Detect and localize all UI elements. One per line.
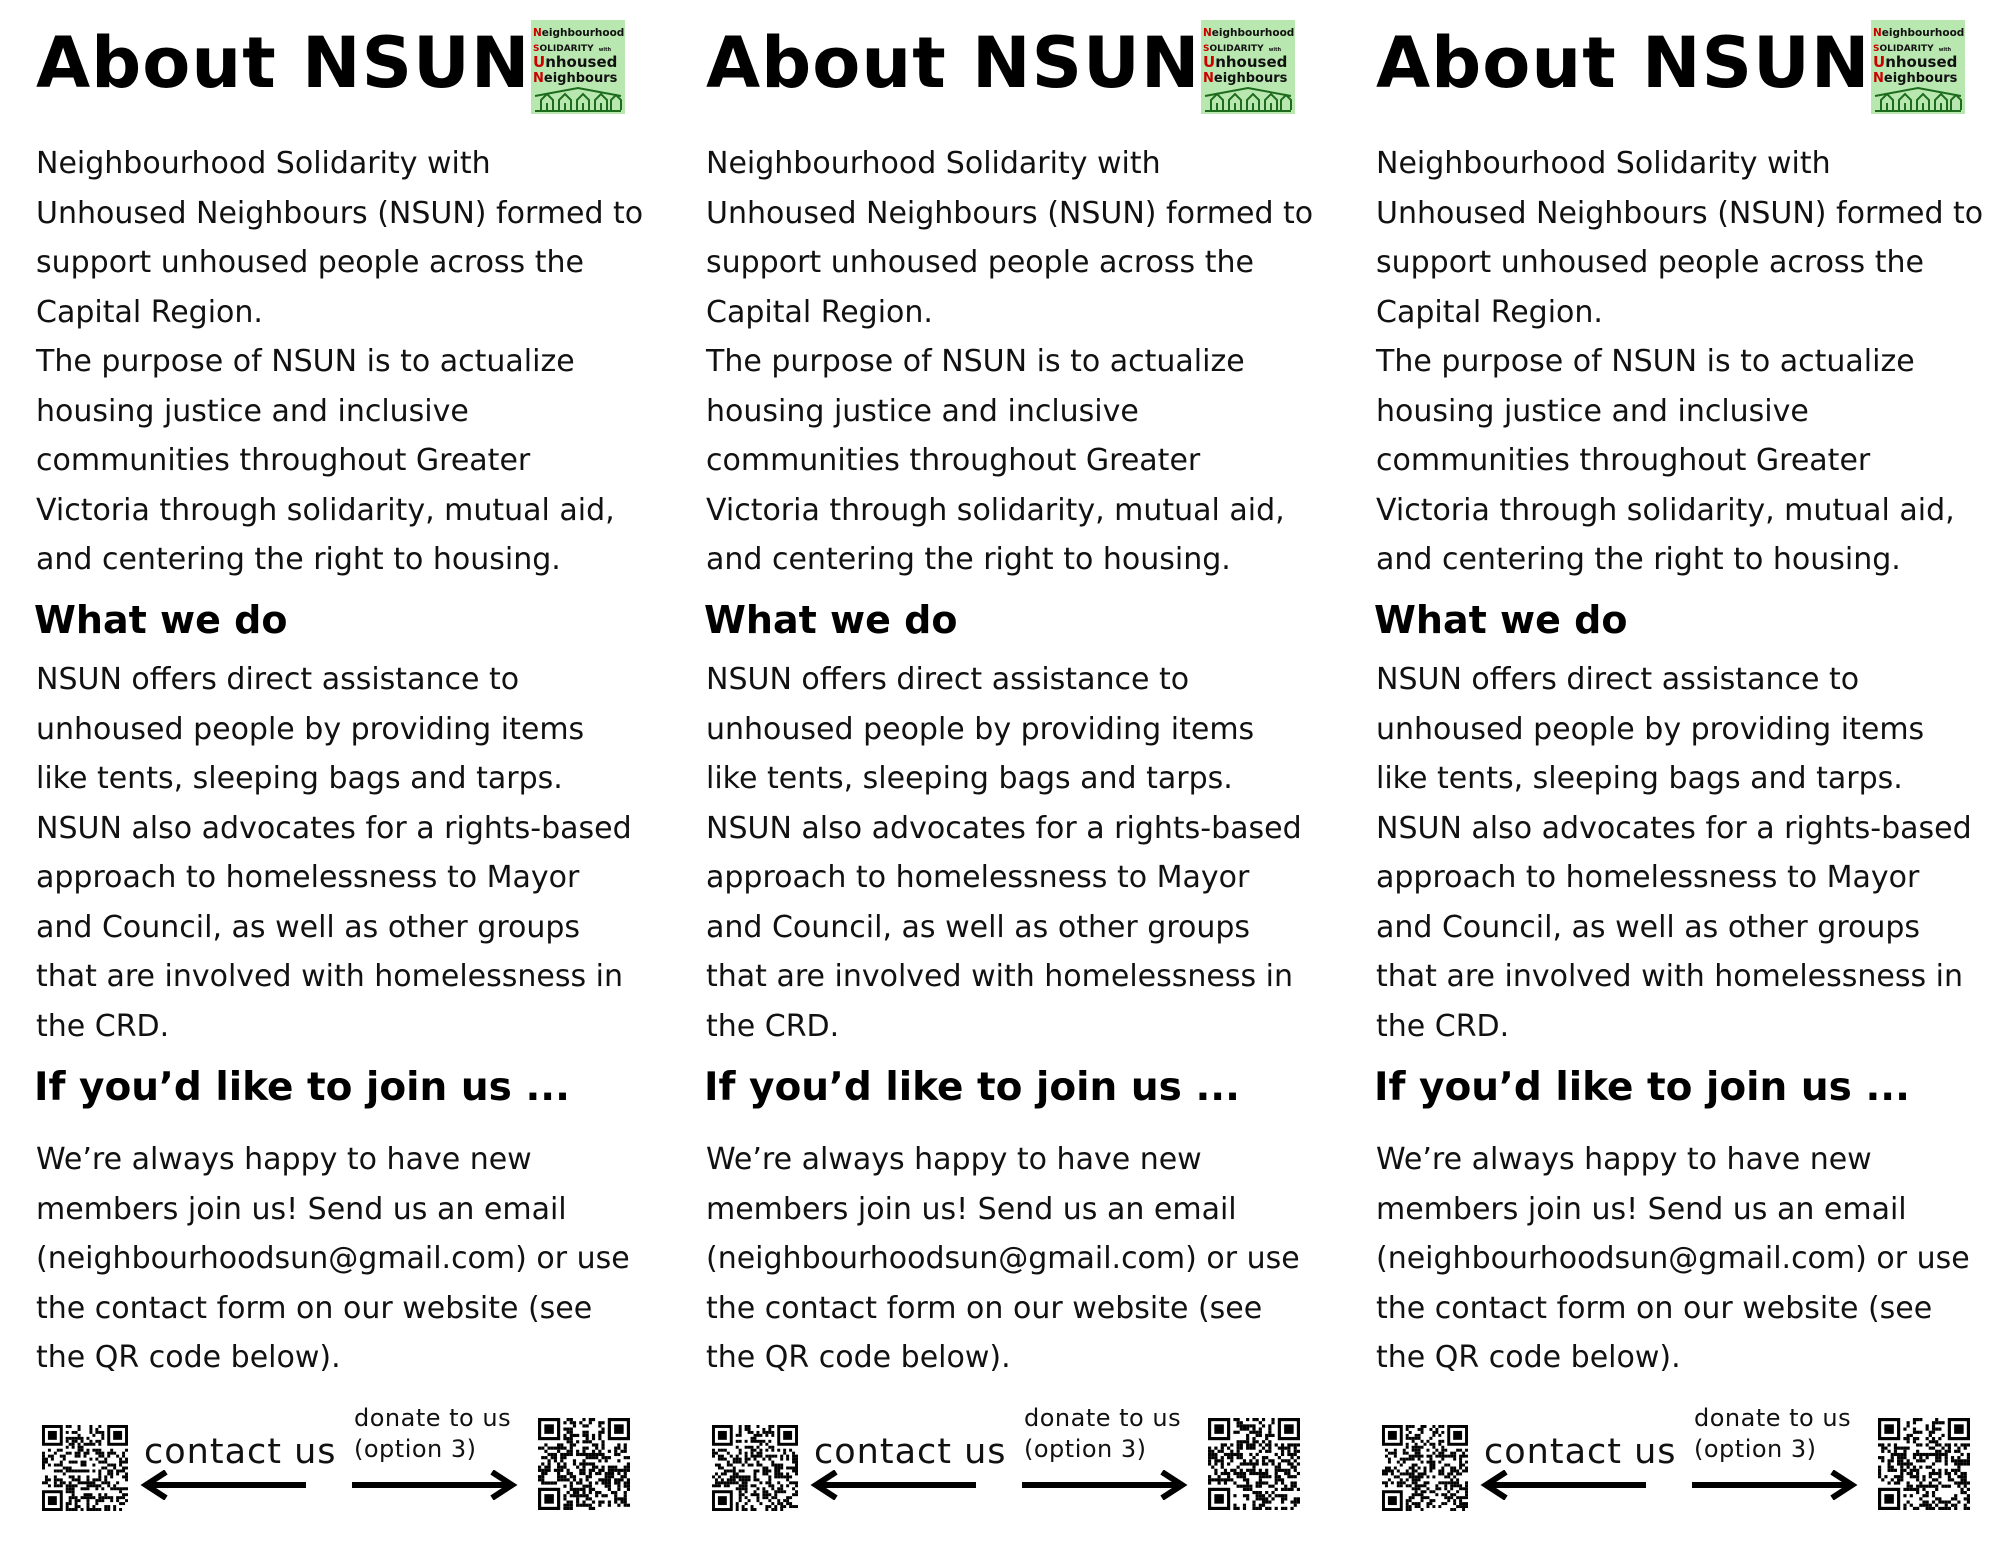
paragraph-line: Neighbourhood Solidarity with <box>36 146 491 181</box>
logo-line4-rest: eighbours <box>543 71 618 86</box>
logo-letter-n: N <box>1203 27 1212 39</box>
join-paragraph <box>1376 1135 1976 1383</box>
paragraph-line: housing justice and inclusive <box>1376 393 1809 429</box>
donate-qr-code[interactable] <box>1878 1418 1970 1510</box>
paragraph-line: that are involved with homelessness in <box>1376 959 1963 994</box>
paragraph-line: and centering the right to housing. <box>36 542 561 577</box>
donate-label-line2: (option 3) <box>1694 1435 1817 1463</box>
paragraph-line: and Council, as well as other groups <box>1376 909 1921 945</box>
join-heading: If you’d like to join us ... <box>1374 1065 1910 1110</box>
paragraph-line: unhoused people by providing items <box>1376 711 1925 747</box>
paragraph-line: like tents, sleeping bags and tarps. <box>706 761 1233 796</box>
contact-us-label: contact us <box>1484 1432 1677 1472</box>
page-title: About NSUN <box>36 22 531 104</box>
paragraph-line: The purpose of NSUN is to actualize <box>706 344 1245 379</box>
paragraph-line: housing justice and inclusive <box>36 393 469 429</box>
paragraph-line: Unhoused Neighbours (NSUN) formed to <box>706 195 1314 231</box>
logo-line1-rest: eighbourhood <box>1211 27 1295 39</box>
donate-label-line1: donate to us <box>1694 1404 1852 1432</box>
paragraph-line: Victoria through solidarity, mutual aid, <box>706 492 1285 528</box>
flyer-column <box>36 0 676 1545</box>
join-paragraph <box>706 1135 1306 1383</box>
paragraph-line: NSUN offers direct assistance to <box>1376 662 1860 697</box>
logo-line2-small: with <box>598 47 612 53</box>
svg-text:Neighbourhood <box>1873 27 1964 39</box>
logo-line1-rest: eighbourhood <box>541 27 625 39</box>
paragraph-line: members join us! Send us an email <box>1376 1191 1907 1227</box>
logo-letter-s: S <box>533 44 540 54</box>
paragraph-line: support unhoused people across the <box>706 245 1254 280</box>
svg-text:Neighbours <box>1873 71 1958 86</box>
paragraph-line: (neighbourhoodsun@gmail.com) or use <box>1376 1241 1970 1276</box>
donate-qr-code[interactable] <box>1208 1418 1300 1510</box>
paragraph-line: support unhoused people across the <box>1376 245 1924 280</box>
contact-qr-code[interactable] <box>712 1425 798 1511</box>
what-we-do-heading: What we do <box>704 598 958 642</box>
logo-line2-rest: OLIDARITY <box>1879 44 1934 54</box>
what-we-do-paragraph <box>36 655 636 1051</box>
logo-letter-u: U <box>533 53 546 71</box>
logo-letter-u: U <box>1873 53 1886 71</box>
join-heading: If you’d like to join us ... <box>704 1065 1240 1110</box>
paragraph-line: and centering the right to housing. <box>1376 542 1901 577</box>
logo-letter-n: N <box>1873 27 1882 39</box>
logo-letter-n2: N <box>1873 71 1884 86</box>
what-we-do-heading: What we do <box>34 598 288 642</box>
paragraph-line: NSUN also advocates for a rights-based <box>36 810 632 846</box>
paragraph-line: like tents, sleeping bags and tarps. <box>1376 761 1903 796</box>
paragraph-line: The purpose of NSUN is to actualize <box>36 344 575 379</box>
paragraph-line: (neighbourhoodsun@gmail.com) or use <box>706 1241 1300 1276</box>
paragraph-line: Unhoused Neighbours (NSUN) formed to <box>1376 195 1984 231</box>
paragraph-line: NSUN offers direct assistance to <box>706 662 1190 697</box>
paragraph-line: approach to homelessness to Mayor <box>36 860 580 895</box>
paragraph-line: like tents, sleeping bags and tarps. <box>36 761 563 796</box>
svg-text:Unhoused <box>1873 53 1957 71</box>
paragraph-line: Neighbourhood Solidarity with <box>1376 146 1831 181</box>
paragraph-line: Neighbourhood Solidarity with <box>706 146 1161 181</box>
svg-text:Neighbours <box>1203 71 1288 86</box>
paragraph-line: unhoused people by providing items <box>706 711 1255 747</box>
logo-line4-rest: eighbours <box>1213 71 1288 86</box>
paragraph-line: We’re always happy to have new <box>706 1142 1202 1177</box>
join-heading: If you’d like to join us ... <box>34 1065 570 1110</box>
paragraph-line: the CRD. <box>706 1008 840 1044</box>
paragraph-line: housing justice and inclusive <box>706 393 1139 429</box>
paragraph-line: Capital Region. <box>36 294 263 330</box>
about-paragraph <box>36 139 644 585</box>
arrow-right-icon <box>1688 1470 1858 1500</box>
contact-us-label: contact us <box>814 1432 1007 1472</box>
paragraph-line: Unhoused Neighbours (NSUN) formed to <box>36 195 644 231</box>
nsun-logo <box>1201 20 1295 114</box>
paragraph-line: communities throughout Greater <box>36 443 531 478</box>
donate-label-line2: (option 3) <box>1024 1435 1147 1463</box>
logo-line3-rest: nhoused <box>1215 53 1288 71</box>
donate-qr-code[interactable] <box>538 1418 630 1510</box>
paragraph-line: and Council, as well as other groups <box>706 909 1251 945</box>
nsun-logo <box>1871 20 1965 114</box>
paragraph-line: the QR code below). <box>706 1340 1011 1375</box>
logo-line3-rest: nhoused <box>1885 53 1958 71</box>
arrow-right-icon <box>1018 1470 1188 1500</box>
paragraph-line: communities throughout Greater <box>1376 443 1871 478</box>
nsun-logo <box>531 20 625 114</box>
paragraph-line: the contact form on our website (see <box>36 1290 593 1326</box>
paragraph-line: that are involved with homelessness in <box>36 959 623 994</box>
paragraph-line: support unhoused people across the <box>36 245 584 280</box>
svg-text:Neighbours <box>533 71 618 86</box>
paragraph-line: communities throughout Greater <box>706 443 1201 478</box>
logo-letter-u: U <box>1203 53 1216 71</box>
paragraph-line: We’re always happy to have new <box>36 1142 532 1177</box>
paragraph-line: The purpose of NSUN is to actualize <box>1376 344 1915 379</box>
logo-letter-n: N <box>533 27 542 39</box>
what-we-do-paragraph <box>706 655 1306 1051</box>
paragraph-line: Victoria through solidarity, mutual aid, <box>1376 492 1955 528</box>
page-title: About NSUN <box>1376 22 1871 104</box>
donate-label <box>1024 1403 1181 1465</box>
logo-letter-s: S <box>1203 44 1210 54</box>
about-paragraph <box>1376 139 1984 585</box>
paragraph-line: Capital Region. <box>1376 294 1603 330</box>
donate-label-line1: donate to us <box>1024 1404 1182 1432</box>
arrow-left-icon <box>810 1470 980 1500</box>
paragraph-line: unhoused people by providing items <box>36 711 585 747</box>
svg-text:Neighbourhood <box>533 27 624 39</box>
paragraph-line: We’re always happy to have new <box>1376 1142 1872 1177</box>
logo-line4-rest: eighbours <box>1883 71 1958 86</box>
svg-text:Unhoused <box>1203 53 1287 71</box>
logo-line2-small: with <box>1938 47 1952 53</box>
about-paragraph <box>706 139 1314 585</box>
logo-letter-n2: N <box>1203 71 1214 86</box>
paragraph-line: members join us! Send us an email <box>706 1191 1237 1227</box>
logo-line3-rest: nhoused <box>545 53 618 71</box>
paragraph-line: the QR code below). <box>1376 1340 1681 1375</box>
svg-text:Unhoused <box>533 53 617 71</box>
logo-letter-n2: N <box>533 71 544 86</box>
logo-line2-rest: OLIDARITY <box>1209 44 1264 54</box>
paragraph-line: the QR code below). <box>36 1340 341 1375</box>
join-paragraph <box>36 1135 636 1383</box>
paragraph-line: (neighbourhoodsun@gmail.com) or use <box>36 1241 630 1276</box>
arrow-right-icon <box>348 1470 518 1500</box>
paragraph-line: the contact form on our website (see <box>1376 1290 1933 1326</box>
contact-us-label: contact us <box>144 1432 337 1472</box>
logo-letter-s: S <box>1873 44 1880 54</box>
paragraph-line: NSUN also advocates for a rights-based <box>1376 810 1972 846</box>
svg-text:Neighbourhood <box>1203 27 1294 39</box>
paragraph-line: the contact form on our website (see <box>706 1290 1263 1326</box>
paragraph-line: and Council, as well as other groups <box>36 909 581 945</box>
paragraph-line: NSUN also advocates for a rights-based <box>706 810 1302 846</box>
logo-line2-small: with <box>1268 47 1282 53</box>
contact-qr-code[interactable] <box>1382 1425 1468 1511</box>
arrow-left-icon <box>140 1470 310 1500</box>
paragraph-line: NSUN offers direct assistance to <box>36 662 520 697</box>
paragraph-line: approach to homelessness to Mayor <box>1376 860 1920 895</box>
donate-label <box>354 1403 511 1465</box>
logo-line2-rest: OLIDARITY <box>539 44 594 54</box>
flyer-column <box>1376 0 2000 1545</box>
what-we-do-paragraph <box>1376 655 1976 1051</box>
donate-label-line1: donate to us <box>354 1404 512 1432</box>
paragraph-line: approach to homelessness to Mayor <box>706 860 1250 895</box>
paragraph-line: Victoria through solidarity, mutual aid, <box>36 492 615 528</box>
paragraph-line: the CRD. <box>1376 1008 1510 1044</box>
contact-qr-code[interactable] <box>42 1425 128 1511</box>
paragraph-line: members join us! Send us an email <box>36 1191 567 1227</box>
logo-line1-rest: eighbourhood <box>1881 27 1965 39</box>
arrow-left-icon <box>1480 1470 1650 1500</box>
page-title: About NSUN <box>706 22 1201 104</box>
paragraph-line: the CRD. <box>36 1008 170 1044</box>
paragraph-line: and centering the right to housing. <box>706 542 1231 577</box>
what-we-do-heading: What we do <box>1374 598 1628 642</box>
paragraph-line: that are involved with homelessness in <box>706 959 1293 994</box>
paragraph-line: Capital Region. <box>706 294 933 330</box>
donate-label-line2: (option 3) <box>354 1435 477 1463</box>
flyer-column <box>706 0 1346 1545</box>
donate-label <box>1694 1403 1851 1465</box>
